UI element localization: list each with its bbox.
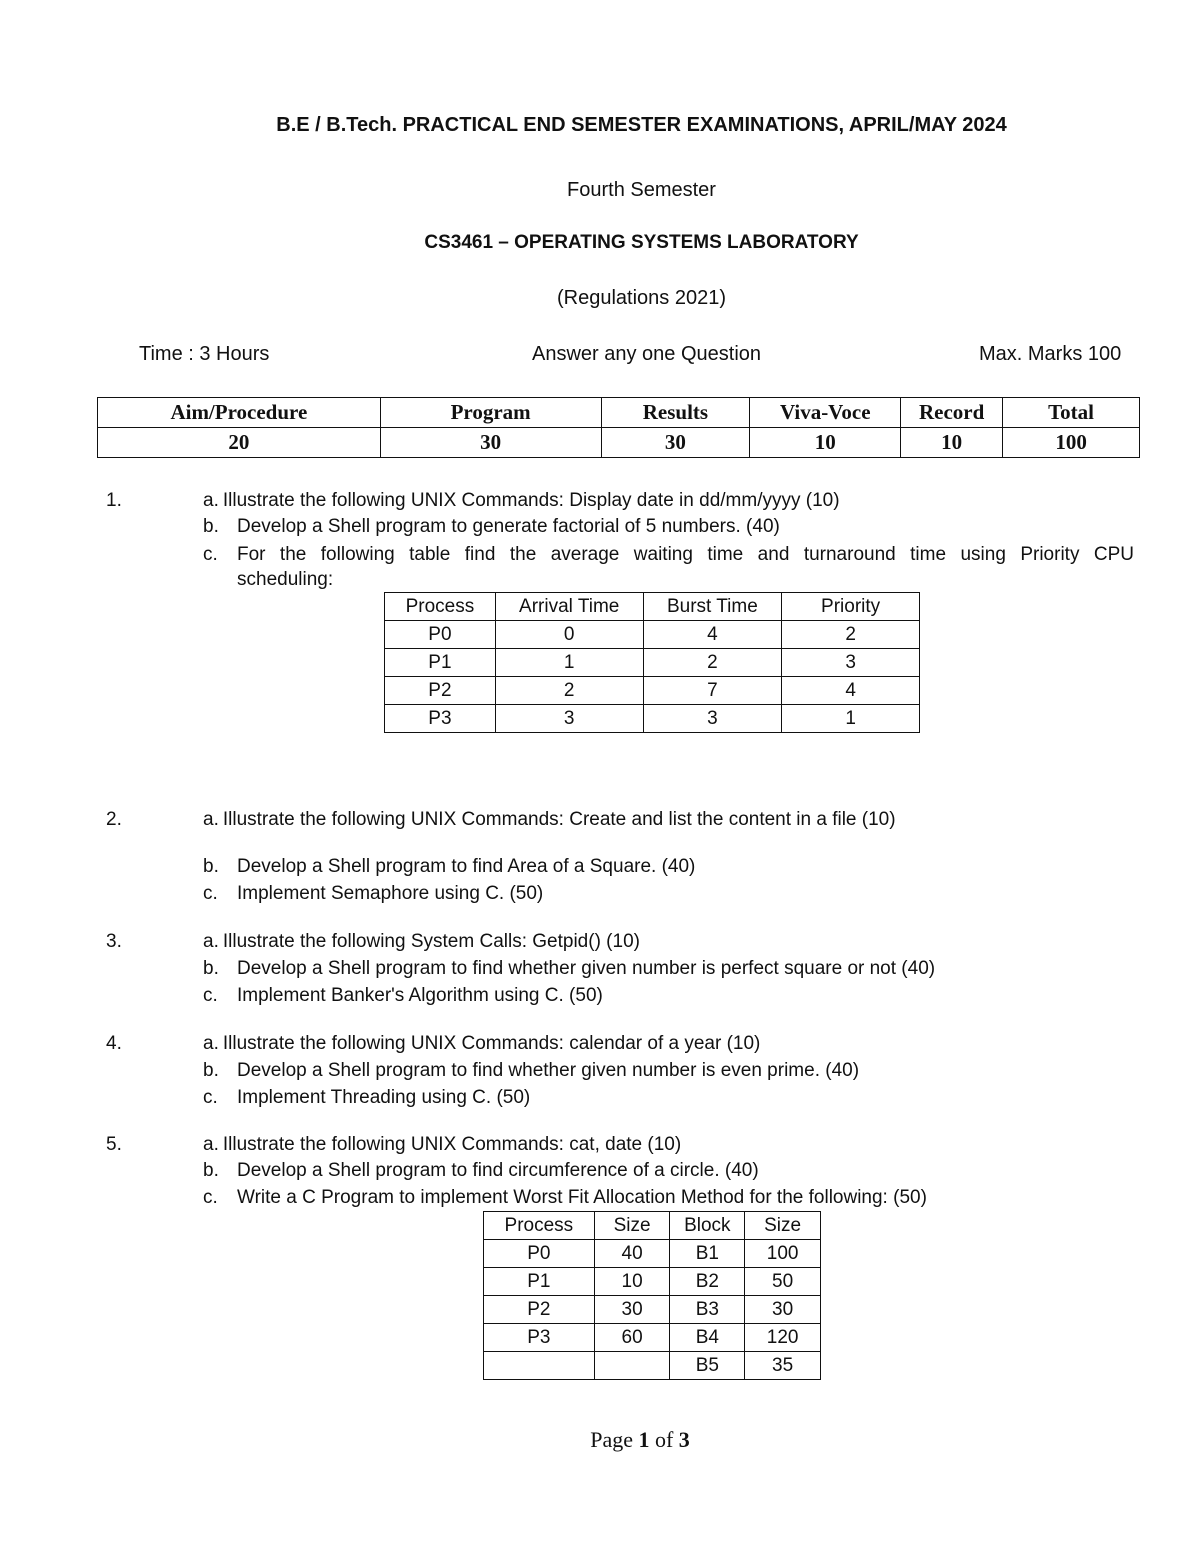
- part-text: Develop a Shell program to find circumference of a circle. (40): [237, 1160, 759, 1181]
- part-label: b.: [203, 958, 219, 979]
- marks-value-cell: 30: [601, 428, 750, 458]
- table-cell: P0: [385, 621, 496, 649]
- part-text: Implement Threading using C. (50): [237, 1087, 531, 1108]
- exam-title: B.E / B.Tech. PRACTICAL END SEMESTER EXAMINATIONS, APRIL/MAY 2024: [276, 114, 1007, 136]
- question-part: [203, 542, 1135, 592]
- marks-table-value-row: [98, 428, 1140, 458]
- table-row: [385, 677, 920, 705]
- table-header-row: [385, 593, 920, 621]
- table-cell: B1: [670, 1240, 745, 1268]
- table-cell: P2: [385, 677, 496, 705]
- part-text: Develop a Shell program to generate factorial of 5 numbers. (40): [237, 516, 780, 537]
- part-text-continued: scheduling:: [237, 569, 334, 590]
- question-part: [203, 1160, 759, 1182]
- table-cell: P0: [484, 1240, 595, 1268]
- table-cell: P1: [385, 649, 496, 677]
- table-row: [484, 1296, 821, 1324]
- marks-table-header-row: [98, 398, 1140, 428]
- page-footer: [0, 1427, 1200, 1453]
- part-text: Implement Semaphore using C. (50): [237, 883, 544, 904]
- table-cell: P3: [385, 705, 496, 733]
- regulations-label: (Regulations 2021): [557, 287, 726, 309]
- course-title: CS3461 – OPERATING SYSTEMS LABORATORY: [424, 232, 859, 253]
- part-label: c.: [203, 1087, 218, 1108]
- table-cell: 2: [495, 677, 643, 705]
- table-header-row: [484, 1212, 821, 1240]
- table-row: [385, 649, 920, 677]
- table-header-cell: Arrival Time: [495, 593, 643, 621]
- marks-header-cell: Results: [601, 398, 750, 428]
- worst-fit-table: [483, 1211, 821, 1380]
- question-part: [203, 958, 935, 980]
- table-cell: 3: [495, 705, 643, 733]
- page-word: Page: [590, 1427, 633, 1452]
- part-label: c.: [203, 883, 218, 904]
- table-cell: [484, 1352, 595, 1380]
- marks-value-cell: 10: [901, 428, 1003, 458]
- table-row: [484, 1240, 821, 1268]
- table-cell: 1: [782, 705, 920, 733]
- max-marks-label: Max. Marks 100: [979, 343, 1122, 365]
- question-part: [203, 516, 780, 538]
- part-label: c.: [203, 985, 218, 1006]
- instruction-label: Answer any one Question: [532, 343, 762, 365]
- question-part: [203, 1087, 530, 1109]
- table-cell: 2: [643, 649, 782, 677]
- table-cell: 0: [495, 621, 643, 649]
- table-cell: B5: [670, 1352, 745, 1380]
- table-cell: 3: [782, 649, 920, 677]
- question-part: [203, 985, 603, 1007]
- table-cell: 35: [745, 1352, 821, 1380]
- question-part: [203, 883, 543, 905]
- table-row: [484, 1268, 821, 1296]
- part-text: Illustrate the following UNIX Commands: Create and list the content in a file (10): [222, 809, 896, 830]
- table-cell: 3: [643, 705, 782, 733]
- table-cell: 30: [594, 1296, 670, 1324]
- part-text: Illustrate the following UNIX Commands: calendar of a year (10): [222, 1033, 761, 1054]
- table-cell: 4: [782, 677, 920, 705]
- table-cell: 7: [643, 677, 782, 705]
- page-total: 3: [678, 1427, 690, 1452]
- question-part: [203, 1033, 760, 1055]
- semester-label: Fourth Semester: [567, 179, 716, 201]
- part-label: a.: [203, 931, 219, 952]
- question-part: [203, 1060, 859, 1082]
- table-header-cell: Size: [745, 1212, 821, 1240]
- part-text: Develop a Shell program to find whether given number is even prime. (40): [237, 1060, 860, 1081]
- marks-header-cell: Viva-Voce: [750, 398, 901, 428]
- table-header-cell: Process: [484, 1212, 595, 1240]
- table-cell: 120: [745, 1324, 821, 1352]
- table-row: [385, 705, 920, 733]
- table-row: [385, 621, 920, 649]
- table-cell: P3: [484, 1324, 595, 1352]
- table-header-cell: Burst Time: [643, 593, 782, 621]
- marks-value-cell: 30: [380, 428, 601, 458]
- table-cell: 100: [745, 1240, 821, 1268]
- part-label: a.: [203, 490, 219, 511]
- part-text: Write a C Program to implement Worst Fit Allocation Method for the following: (50): [237, 1187, 927, 1208]
- priority-scheduling-table: [384, 592, 920, 733]
- table-cell: B4: [670, 1324, 745, 1352]
- part-text: Illustrate the following UNIX Commands: Display date in dd/mm/yyyy (10): [222, 490, 840, 511]
- table-cell: B2: [670, 1268, 745, 1296]
- marks-header-cell: Program: [380, 398, 601, 428]
- question-part: [203, 1134, 681, 1156]
- table-cell: 4: [643, 621, 782, 649]
- page-number: 1: [638, 1427, 650, 1452]
- table-row: [484, 1352, 821, 1380]
- part-text: Illustrate the following UNIX Commands: cat, date (10): [222, 1134, 682, 1155]
- marks-header-cell: Record: [901, 398, 1003, 428]
- part-text: Implement Banker's Algorithm using C. (50): [237, 985, 603, 1006]
- table-cell: P2: [484, 1296, 595, 1324]
- marks-table: [97, 397, 1140, 458]
- table-cell: 1: [495, 649, 643, 677]
- part-label: a.: [203, 809, 219, 830]
- part-label: b.: [203, 1060, 219, 1081]
- part-text: Develop a Shell program to find whether given number is perfect square or not (40): [237, 958, 936, 979]
- part-label: a.: [203, 1033, 219, 1054]
- table-row: [484, 1324, 821, 1352]
- marks-value-cell: 20: [98, 428, 381, 458]
- question-part: [203, 809, 896, 831]
- question-part: [203, 1187, 927, 1209]
- table-header-cell: Priority: [782, 593, 920, 621]
- question-part: [203, 931, 640, 953]
- part-text: Develop a Shell program to find Area of a Square. (40): [237, 856, 696, 877]
- table-cell: 2: [782, 621, 920, 649]
- table-header-cell: Size: [594, 1212, 670, 1240]
- table-cell: 40: [594, 1240, 670, 1268]
- question-number: 2.: [106, 809, 122, 830]
- part-label: c.: [203, 544, 218, 565]
- table-header-cell: Block: [670, 1212, 745, 1240]
- part-text: For the following table find the average waiting time and turnaround time using Priority CPU: [237, 544, 1134, 565]
- question-part: [203, 490, 840, 512]
- time-label: Time : 3 Hours: [139, 343, 270, 365]
- part-label: b.: [203, 516, 219, 537]
- marks-header-cell: Total: [1003, 398, 1140, 428]
- part-text: Illustrate the following System Calls: Getpid() (10): [222, 931, 640, 952]
- part-label: b.: [203, 856, 219, 877]
- question-number: 4.: [106, 1033, 122, 1054]
- table-cell: 30: [745, 1296, 821, 1324]
- part-label: c.: [203, 1187, 218, 1208]
- table-cell: 60: [594, 1324, 670, 1352]
- table-cell: 50: [745, 1268, 821, 1296]
- question-number: 3.: [106, 931, 122, 952]
- question-number: 5.: [106, 1134, 122, 1155]
- marks-header-cell: Aim/Procedure: [98, 398, 381, 428]
- marks-value-cell: 10: [750, 428, 901, 458]
- part-label: a.: [203, 1134, 219, 1155]
- table-header-cell: Process: [385, 593, 496, 621]
- table-cell: [594, 1352, 670, 1380]
- question-part: [203, 856, 695, 878]
- question-number: 1.: [106, 490, 122, 511]
- table-cell: B3: [670, 1296, 745, 1324]
- table-cell: P1: [484, 1268, 595, 1296]
- part-label: b.: [203, 1160, 219, 1181]
- marks-value-cell: 100: [1003, 428, 1140, 458]
- of-word: of: [654, 1427, 674, 1452]
- table-cell: 10: [594, 1268, 670, 1296]
